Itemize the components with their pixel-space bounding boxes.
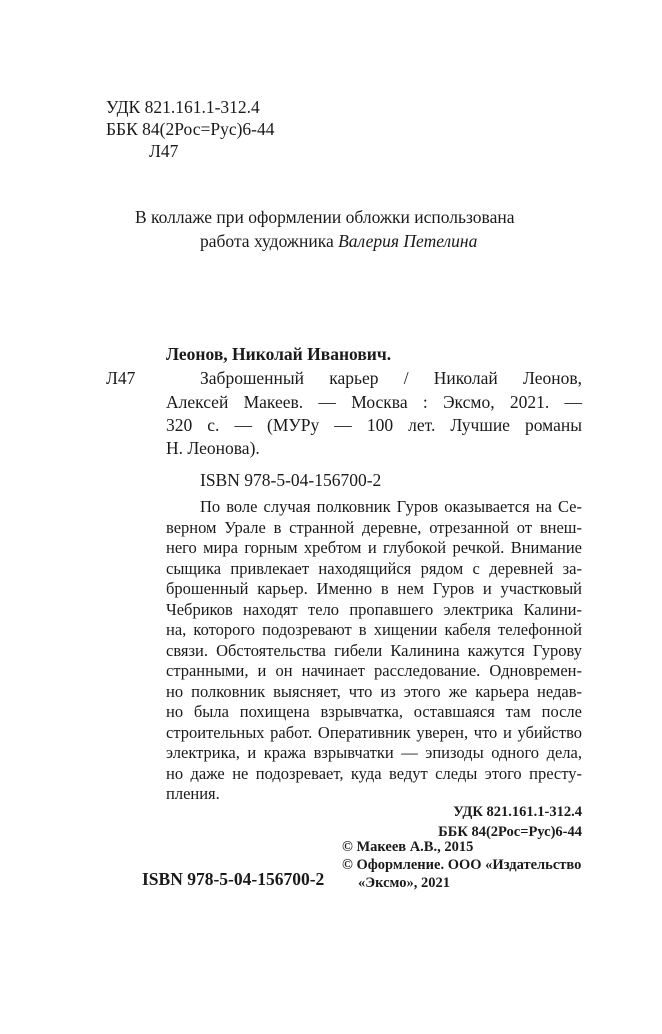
author-heading: Леонов, Николай Иванович. <box>166 344 392 364</box>
cover-credit-line2 <box>200 231 477 252</box>
bbk-code: ББК 84(2Рос=Рус)6-44 <box>106 119 275 139</box>
annotation-line: строительных работ. Оперативник уверен, что и убийство <box>166 722 582 742</box>
copyright-line2: © Оформление. ООО «Издательство <box>342 857 582 873</box>
annotation-line: верном Урале в странной деревне, отрезанной от внеш- <box>166 517 582 537</box>
annotation-line: сыщика привлекает находящийся рядом с деревней за- <box>166 558 582 578</box>
annotation-line: По воле случая полковник Гуров оказывается на Се- <box>200 497 582 516</box>
annotation-line: связи. Обстоятельства гибели Калинина кажутся Гурову <box>166 640 582 660</box>
annotation-line: но была похищена взрывчатка, оставшаяся там после <box>166 702 582 721</box>
udk-code: УДК 821.161.1-312.4 <box>106 97 260 117</box>
footer-bbk: ББК 84(2Рос=Рус)6-44 <box>438 824 582 840</box>
description-line-3: 320 с. — (МУРу — 100 лет. Лучшие романы <box>166 415 582 435</box>
annotation-line: брошенный карьер. Именно в нем Гуров и участковый <box>166 579 582 598</box>
isbn-line: ISBN 978-5-04-156700-2 <box>200 470 382 490</box>
annotation <box>166 497 582 805</box>
copyright-line3: «Эксмо», 2021 <box>358 875 450 891</box>
annotation-line: на, которого подозревают в хищении кабеля телефонной <box>166 620 582 639</box>
annotation-line: но полковник выясняет, что из этого же карьера недав- <box>166 681 582 701</box>
annotation-line: него мира горным хребтом и глубокой речкой. Внимание <box>166 538 582 557</box>
record-mark: Л47 <box>106 368 136 388</box>
annotation-line: пления. <box>166 784 220 803</box>
author-mark: Л47 <box>149 141 179 161</box>
annotation-line: Чебриков находят тело пропавшего электрика Калини- <box>166 599 582 619</box>
copyright-line1: © Макеев А.В., 2015 <box>342 839 474 855</box>
description-line-2: Алексей Макеев. — Москва : Эксмо, 2021. — <box>166 392 582 412</box>
description-line-1: Заброшенный карьер / Николай Леонов, <box>200 368 582 388</box>
annotation-line: электрика, и кража взрывчатки — эпизоды одного дела, <box>166 743 582 762</box>
cover-credit-prefix: работа художника <box>200 231 339 251</box>
annotation-line: странными, и он начинает расследование. Одновремен- <box>166 661 582 680</box>
artist-name: Валерия Петелина <box>338 231 478 251</box>
cover-credit-line1: В коллаже при оформлении обложки использована <box>135 207 515 227</box>
footer-udk: УДК 821.161.1-312.4 <box>453 804 582 820</box>
isbn-bold: ISBN 978-5-04-156700-2 <box>142 869 325 889</box>
annotation-line: но даже не подозревает, куда ведут следы этого престу- <box>166 763 582 783</box>
description-line-4: Н. Леонова). <box>166 438 260 458</box>
